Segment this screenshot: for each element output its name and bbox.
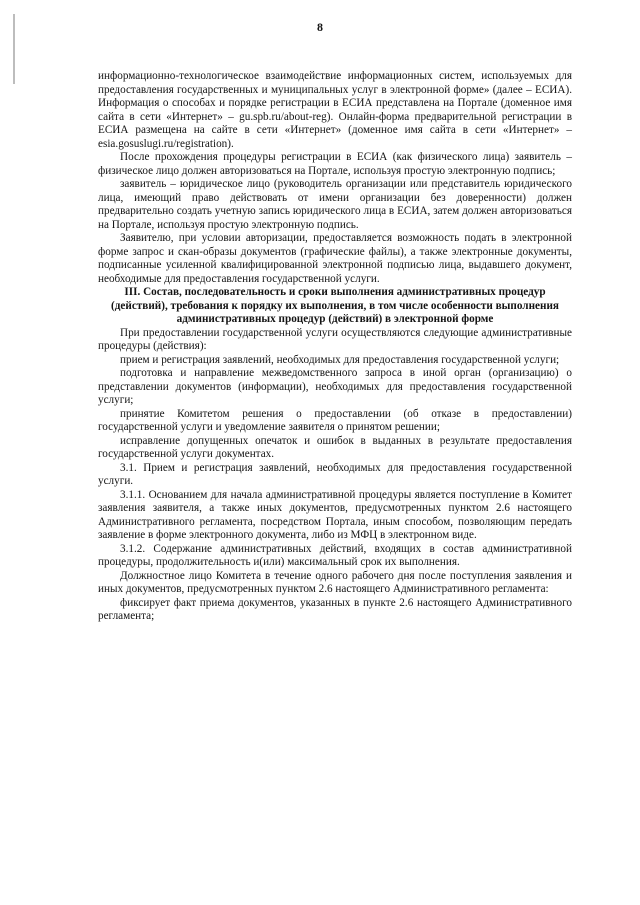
paragraph: подготовка и направление межведомственного запроса в иной орган (организацию) о представлении документов (информации), необходимых для предоставления государственной услуги;	[98, 367, 572, 406]
paragraph: При предоставлении государственной услуги осуществляются следующие административные процедуры (действия):	[98, 326, 572, 352]
paragraph: После прохождения процедуры регистрации в ЕСИА (как физического лица) заявитель – физическое лицо должен авторизоваться на Портале, используя простую электронную подпись;	[98, 151, 572, 177]
paragraph: информационно-технологическое взаимодействие информационных систем, используемых для предоставления государственных и муниципальных услуг в электронной форме» (далее – ЕСИА). Информация о способах и порядке регистрации в ЕСИА представлена на Портале (доменное имя сайта в сети «Интернет» – gu.spb.ru/about-reg). Онлайн-форма предварительной регистрации в ЕСИА размещена на сайте в сети «Интернет» (доменное имя сайта в сети «Интернет» – esia.gosuslugi.ru/registration).	[98, 70, 572, 150]
paragraph: заявитель – юридическое лицо (руководитель организации или представитель юридического лица, имеющий право действовать от имени организации без доверенности) должен предварительно создать учетную запись юридического лица в ЕСИА, затем должен авторизоваться на Портале, используя простую электронную подпись.	[98, 178, 572, 231]
section-heading: III. Состав, последовательность и сроки выполнения административных процедур (действий), требования к порядку их выполнения, в том числе особенности выполнения административных процедур (действий) в электронной форме	[111, 286, 559, 325]
document-body	[98, 70, 572, 624]
paragraph: 3.1.2. Содержание административных действий, входящих в состав административной процедуры, продолжительность и(или) максимальный срок их выполнения.	[98, 542, 572, 568]
paragraph: исправление допущенных опечаток и ошибок в выданных в результате предоставления государственной услуги документах.	[98, 434, 572, 460]
paragraph: Должностное лицо Комитета в течение одного рабочего дня после поступления заявления и иных документов, предусмотренных пунктом 2.6 настоящего Административного регламента:	[98, 569, 572, 595]
paragraph: фиксирует факт приема документов, указанных в пункте 2.6 настоящего Административного регламента;	[98, 596, 572, 622]
paragraph: Заявителю, при условии авторизации, предоставляется возможность подать в электронной форме запрос и скан-образы документов (графические файлы), а также электронные документы, подписанные усиленной квалифицированной электронной подписью лица, выдавшего документ, необходимые для предоставления государственной услуги.	[98, 232, 572, 285]
page-number: 8	[317, 20, 323, 34]
paragraph: прием и регистрация заявлений, необходимых для предоставления государственной услуги;	[120, 353, 560, 366]
paragraph: 3.1.1. Основанием для начала административной процедуры является поступление в Комитет заявления заявителя, а также иных документов, предусмотренных пунктом 2.6 настоящего Административного регламента, посредством Портала, иным способом, позволяющим передать заявление в форме электронного документа, либо из МФЦ в электронном виде.	[98, 488, 572, 541]
paragraph: 3.1. Прием и регистрация заявлений, необходимых для предоставления государственной услуги.	[98, 461, 572, 487]
paragraph: принятие Комитетом решения о предоставлении (об отказе в предоставлении) государственной услуги и уведомление заявителя о принятом решении;	[98, 407, 572, 433]
